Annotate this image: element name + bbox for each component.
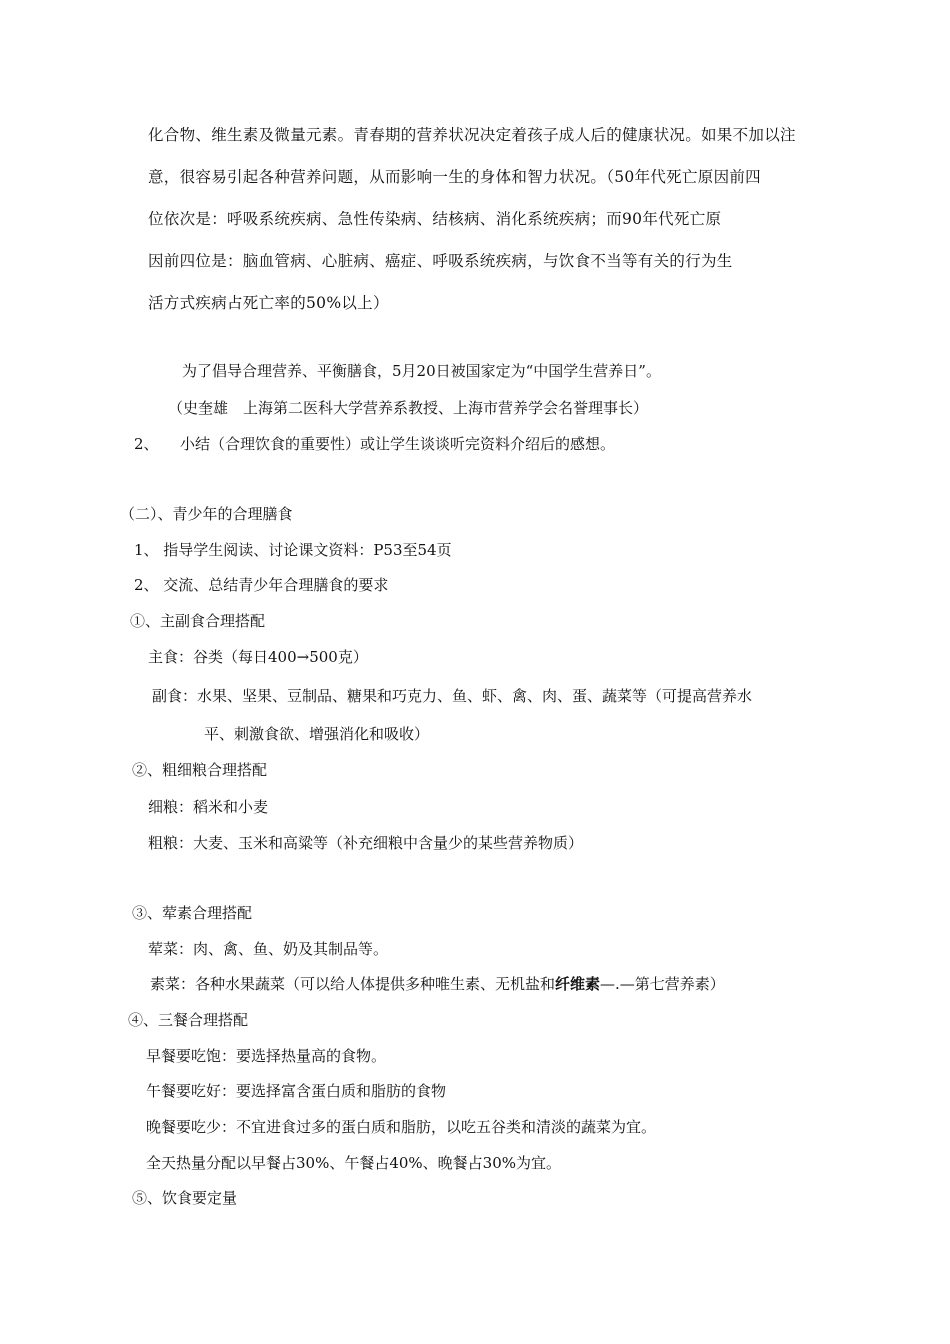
calorie-distribution-line: 全天热量分配以早餐占30%、午餐占40%、晚餐占30%为宜。 <box>146 1154 562 1172</box>
sub-heading-5: ⑤、饮食要定量 <box>132 1189 238 1207</box>
meat-dishes-line: 荤菜：肉、禽、鱼、奶及其制品等。 <box>148 940 389 958</box>
sub-heading-2: ②、粗细粮合理搭配 <box>132 761 268 779</box>
item-2-number: 2、 <box>134 435 159 453</box>
section-heading: （二）、青少年的合理膳食 <box>120 505 293 523</box>
breakfast-line: 早餐要吃饱：要选择热量高的食物。 <box>146 1047 387 1065</box>
side-food-line-2: 平、刺激食欲、增强消化和吸收） <box>204 725 430 743</box>
item-2-text: 小结（合理饮食的重要性）或让学生谈谈听完资料介绍后的感想。 <box>180 435 616 453</box>
intro-line-4: 因前四位是：脑血管病、心脏病、癌症、呼吸系统疾病，与饮食不当等有关的行为生 <box>148 252 733 270</box>
fine-grain-line: 细粮：稻米和小麦 <box>148 798 269 816</box>
intro-line-1: 化合物、维生素及微量元素。青春期的营养状况决定着孩子成人后的健康状况。如果不加以注 <box>148 126 796 144</box>
main-food-line: 主食：谷类（每日400→500克） <box>148 648 368 666</box>
lunch-line: 午餐要吃好：要选择富含蛋白质和脂肪的食物 <box>146 1082 447 1100</box>
step-2: 2、 交流、总结青少年合理膳食的要求 <box>134 576 389 594</box>
sub-heading-4: ④、三餐合理搭配 <box>128 1011 249 1029</box>
intro-line-3: 位依次是：呼吸系统疾病、急性传染病、结核病、消化系统疾病；而90年代死亡原 <box>148 210 722 228</box>
nutrition-day-text: 为了倡导合理营养、平衡膳食，5月20日被国家定为“中国学生营养日”。 <box>182 362 661 380</box>
intro-line-2: 意，很容易引起各种营养问题，从而影响一生的身体和智力状况。（50年代死亡原因前四 <box>148 168 761 186</box>
step-1: 1、 指导学生阅读、讨论课文资料：P53至54页 <box>134 541 452 559</box>
vegetable-dishes-line <box>150 974 725 994</box>
side-food-line-1: 副食：水果、坚果、豆制品、糖果和巧克力、鱼、虾、禽、肉、蛋、蔬菜等（可提高营养水 <box>152 687 753 705</box>
coarse-grain-line: 粗粮：大麦、玉米和高粱等（补充细粮中含量少的某些营养物质） <box>148 834 584 852</box>
seventh-nutrient-text: —.—第七营养素） <box>600 975 725 993</box>
intro-line-5: 活方式疾病占死亡率的50%以上） <box>148 294 389 312</box>
dinner-line: 晚餐要吃少：不宜进食过多的蛋白质和脂肪，以吃五谷类和清淡的蔬菜为宜。 <box>146 1118 657 1136</box>
vegetable-text: 素菜：各种水果蔬菜（可以给人体提供多种唯生素、无机盐和 <box>150 975 556 993</box>
fiber-term: 纤维素 <box>555 975 601 993</box>
sub-heading-3: ③、荤素合理搭配 <box>132 904 253 922</box>
sub-heading-1: ①、主副食合理搭配 <box>130 612 266 630</box>
citation: （史奎雄 上海第二医科大学营养系教授、上海市营养学会名誉理事长） <box>168 399 649 417</box>
